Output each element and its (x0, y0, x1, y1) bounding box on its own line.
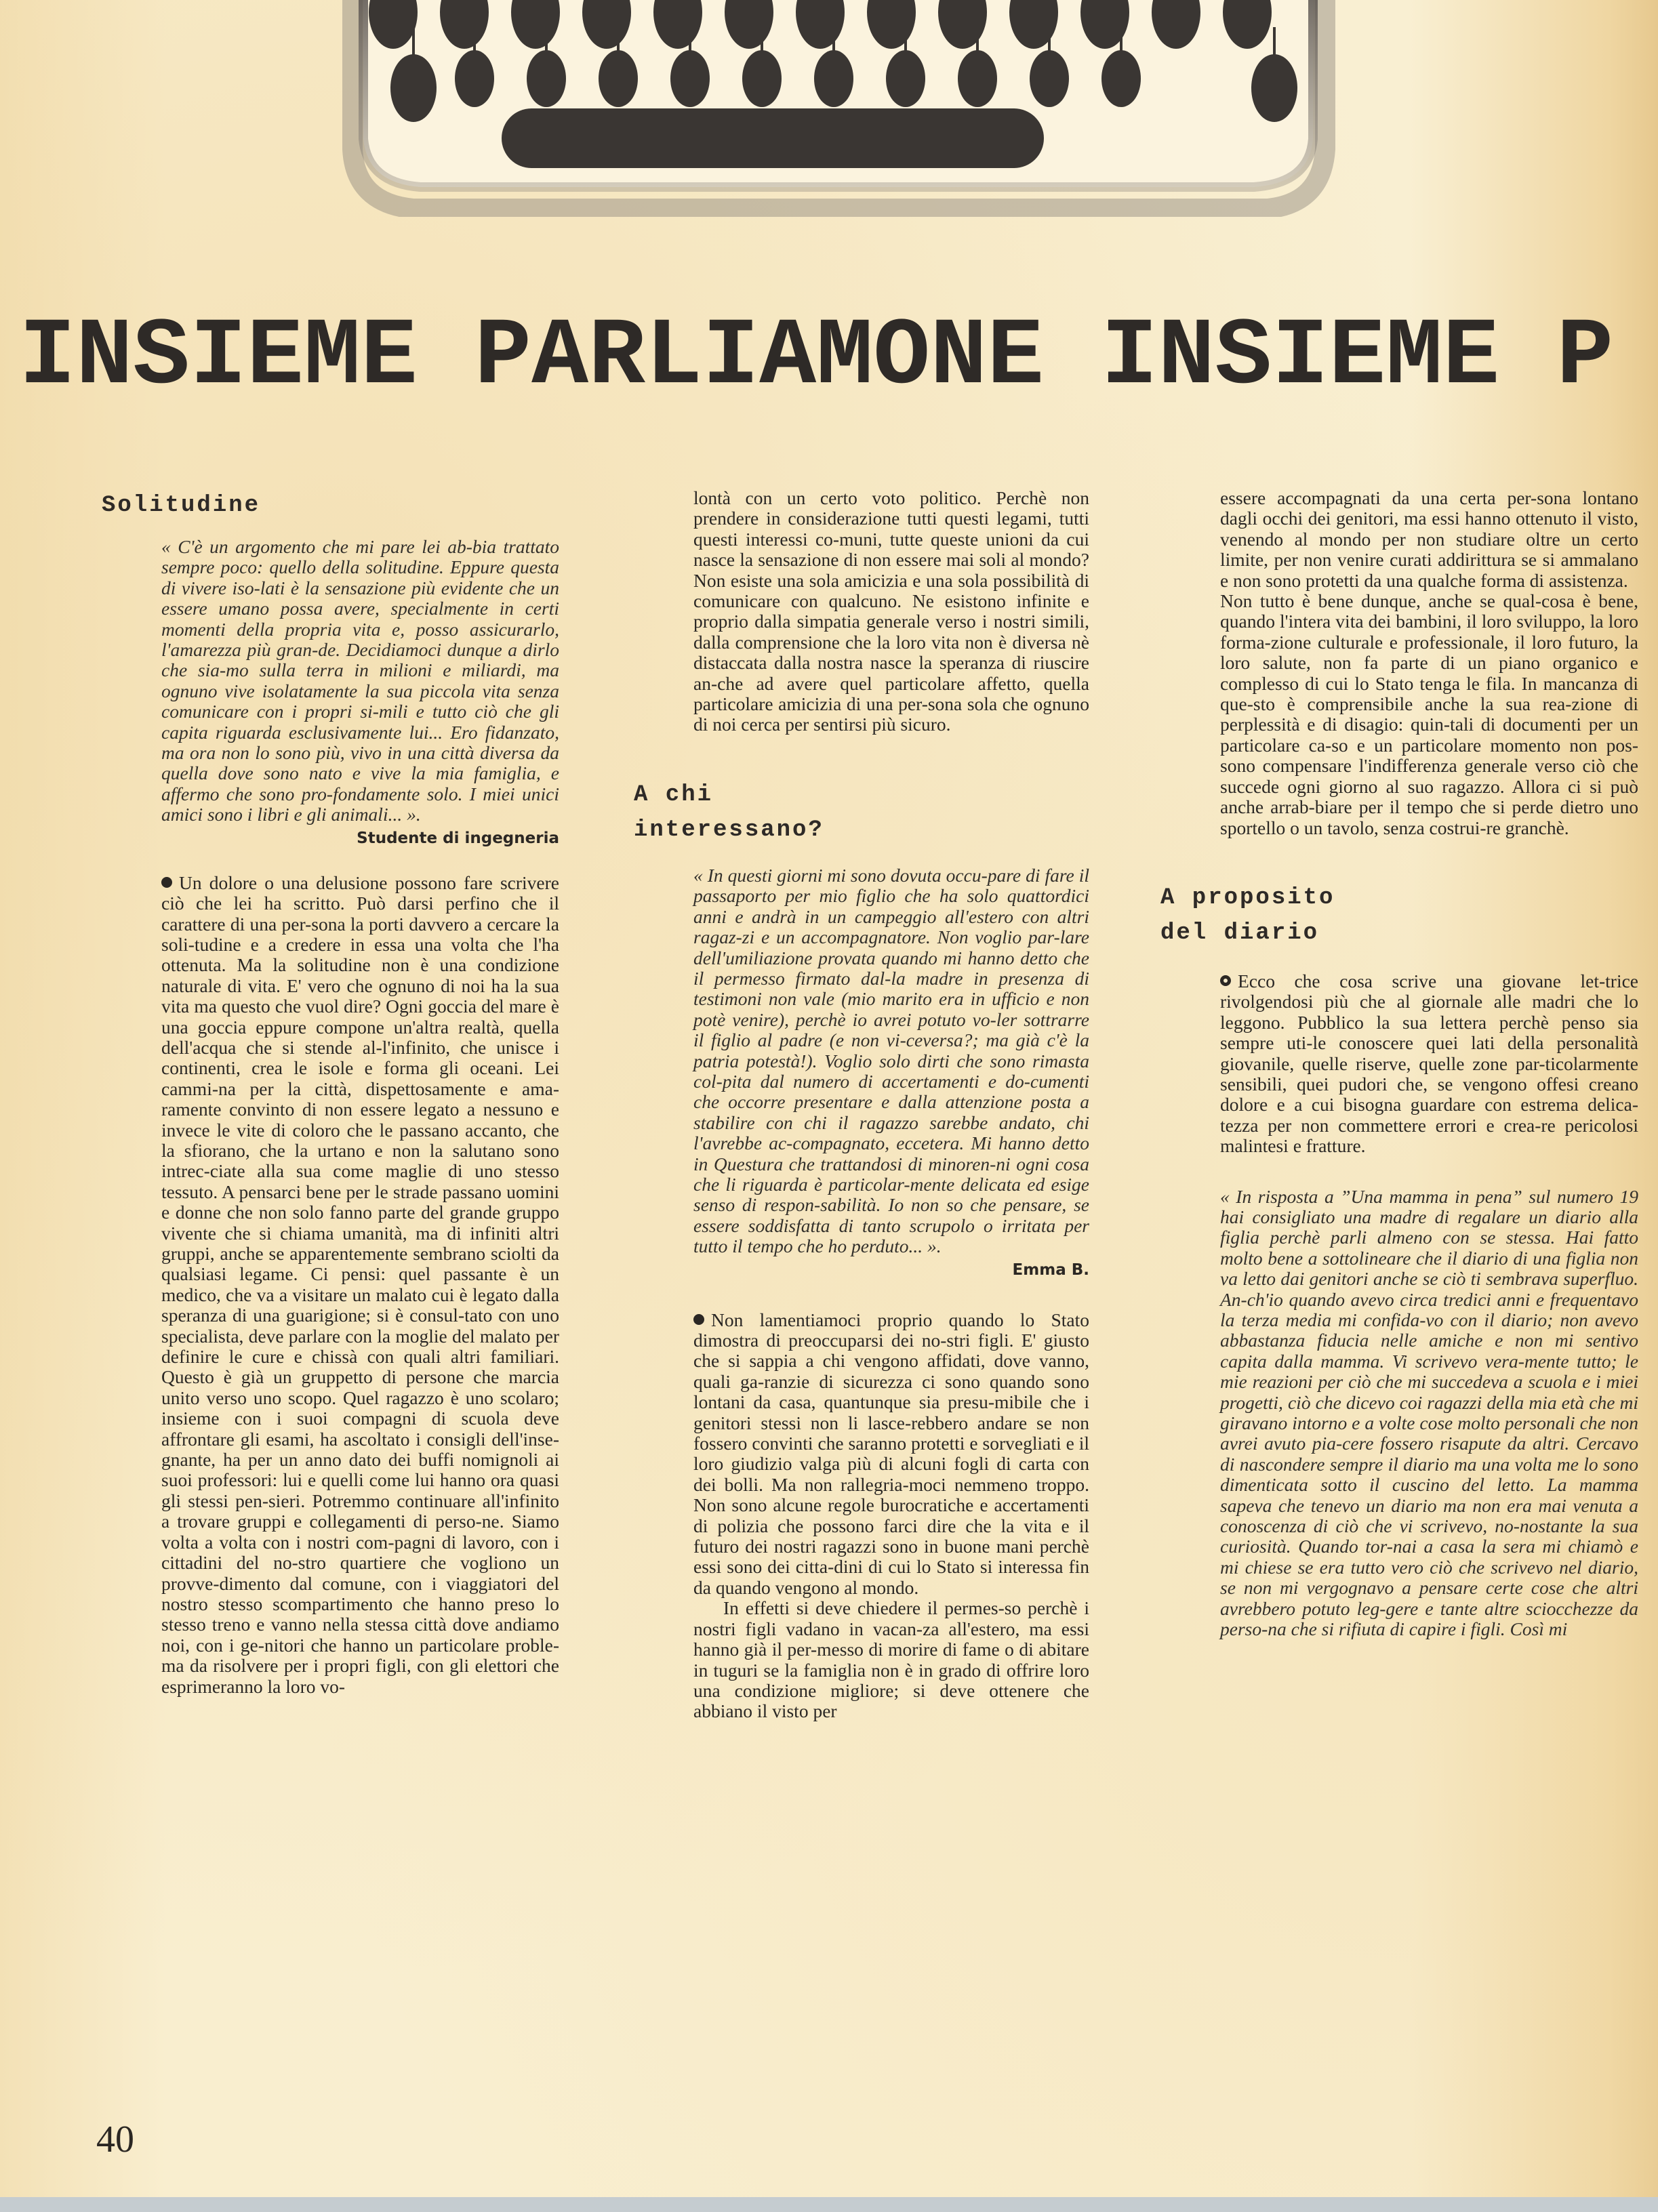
typewriter-key (1251, 54, 1297, 122)
typewriter-key (1030, 50, 1069, 107)
typewriter-key (670, 50, 710, 107)
editor-reply-passaporto (634, 1310, 1089, 1599)
reader-letter-passaporto: « In questi giorni mi sono dovuta occu-pare di fare il passaporto per mio figlio che ha solo quattordici anni e andrà in un campeggio all'estero con altri ragaz-zi e un accompagnatore. Non voglio par-lare dell'umiliazione provata quando mi hanno detto che il permesso firmato dal-la madre in presenza di testimoni non vale (mio marito era in ufficio e non potè venire), perchè io avrei potuto vo-ler sottrarre il figlio al padre (e non vi-ceversa?; ma già c'è la patria potestà!). Voglio solo dirti che sono rimasta col-pita dal numero di accertamenti e do-cumenti che occorre presentare e dalla attenzione posta a stabilire con chi il ragazzo sarebbe andato, chi l'avrebbe ac-compagnato, eccetera. Mi hanno detto in Questura che trattandosi di minoren-ni ogni cosa che li riguarda è particolar-mente delicata ed esige senso di respon-sabilità. Io non so che pensare, se essere soddisfatta di tanto scrupolo o irritata per tutto il tempo che ho perduto... ». (693, 864, 1089, 1257)
spacebar (502, 108, 1044, 168)
typewriter-key (886, 50, 925, 107)
page-number: 40 (96, 2118, 134, 2160)
column-2 (634, 488, 1089, 1722)
section-title-line-2: del diario (1160, 920, 1320, 946)
reply-text: Non lamentiamoci proprio quando lo Stato dimostra di preoccuparsi dei no-stri figli. E' giusto che si sappia a chi vengono affidati, dove vanno, quali ga-ranzie di sicurezza ci sono quando sono lontani da casa, quantunque sia presu-mibile che i genitori stessi non li lasce-rebbero andare se non fossero convinti che saranno protetti e sorvegliati e il loro giudizio valga più di alcuni fogli di carta con dei bolli. Ma non rallegria-moci nemmeno troppo. Non sono alcune regole burocratiche e accertamenti di polizia che possono farci dire che la vita e il futuro dei nostri ragazzi sono in buone mani perchè essi sono dei citta-dini di cui lo Stato si interessa fin da quando vengono al mondo. (693, 1309, 1089, 1598)
editor-reply-passaporto-cont: In effetti si deve chiedere il permes-so perchè i nostri figli vadano in vacan-za all'estero, ma essi hanno già il per-messo di morire di fame o di abitare in tuguri se la famiglia non è in grado di offrire loro una condizione migliore; si deve ottenere che abbiano il visto per (693, 1597, 1089, 1722)
bullet-icon (1220, 975, 1231, 986)
section-title-line-1: A proposito (1160, 884, 1335, 911)
reader-letter-solitudine: « C'è un argomento che mi pare lei ab-bia trattato sempre poco: quello della solitudine. Eppure questa di vivere iso-lati è la sensazione più evidente che un essere umano possa avere, specialmente in certi momenti della propria vita e, posso assicurarlo, l'amarezza più gran-de. Decidiamoci dunque a dirlo che sia-mo sulla terra in milioni e miliardi, ma ognuno vive isolatamente la sua piccola vita senza comunicare con i propri si-mili e tutto ciò che gli capita riguarda esclusivamente lui... Ero fidanzato, ma ora non lo sono più, vivo in una città diversa da quella dove sono nato e vive la mia famiglia, e affermo che sono pro-fondamente solo. I miei unici amici sono i libri e gli animali... ». (161, 536, 559, 825)
section-title-a-proposito-del-diario (1160, 880, 1638, 951)
section-title-solitudine: Solitudine (102, 493, 261, 518)
typewriter-keyboard-graphic (339, 0, 1342, 217)
masthead-title: INSIEME PARLIAMONE INSIEME P (19, 304, 1614, 411)
column-1 (102, 488, 559, 1697)
letter-signature: Studente di ingegneria (357, 829, 559, 847)
editor-intro-diario (1160, 971, 1638, 1157)
section-title-line-1: A chi (634, 781, 714, 808)
bullet-icon (161, 877, 172, 888)
reply-continuation: lontà con un certo voto politico. Perchè non prendere in considerazione tutti questi legami, tutti questi interessi co-muni, tutte queste unioni da cui nasce la sensazione di non essere mai soli al mondo? Non esiste una sola amicizia e una sola possibilità di comunicare con qualcuno. Ne esistono infinite e proprio dalla simpatia generale verso i nostri simili, dalla comprensione che la loro vita non è diversa nè distaccata dalla nostra nasce la speranza di riuscire an-che ad avere quel particolare affetto, quella particolare amicizia di una per-sona sola che ognuno di noi cerca per sentirsi più sicuro. (693, 487, 1089, 735)
typewriter-key (958, 50, 997, 107)
bullet-icon (693, 1314, 704, 1325)
intro-text: Ecco che cosa scrive una giovane let-trice rivolgendosi più che al giornale alle madri che lo leggono. Pubblico la sua lettera perchè penso sia sempre uti-le conoscere quei lati della personalità giovanile, quelle riserve, quelle zone par-ticolarmente sensibili, quei pudori che, se vengono offesi creano dolore e a cui bisogna guardare con estrema delica-tezza per non commettere errori e crea-re pericolosi malintesi e fratture. (1220, 970, 1638, 1157)
reply-continuation-2: Non tutto è bene dunque, anche se qual-cosa è bene, quando l'intera vita dei bambini, il loro sviluppo, la loro forma-zione culturale e professionale, il loro futuro, la loro salute, non fa parte di un piano organico e complesso di cui lo Stato tenga le fila. In mancanza di que-sto è comprensibile anche la sua rea-zione di perplessità e di disagio: quin-tali di documenti per un particolare ca-so e un particolare momento non pos-sono compensare l'indifferenza generale verso ciò che succede ogni giorno al suo ragazzo. Allora ci si può anche arrab-biare per il tempo che si perde dietro uno sportello o un tavolo, senza costrui-re granchè. (1220, 590, 1638, 838)
scan-edge (0, 2197, 1658, 2212)
typewriter-key (814, 50, 853, 107)
letter-signature: Emma B. (1012, 1261, 1089, 1279)
typewriter-key (527, 50, 566, 107)
reader-letter-diario: « In risposta a ”Una mamma in pena” sul numero 19 hai consigliato una madre di regalare un diario alla figlia perchè parli almeno con se stessa. Hai fatto molto bene a sottolineare che il diario di una figlia non va letto dai genitori anche se ciò ti sembrava superfluo. An-ch'io quando avevo circa tredici anni e frequentavo la terza media mi confida-vo con il diario; non avevo abbastanza fiducia nelle amiche e non mi sentivo capita dalla mamma. Vi scrivevo vera-mente tutto; le mie reazioni per ciò che mi succedeva a scuola e i miei progetti, ciò che dicevo coi ragazzi della mia età che mi giravano intorno e a volte cose molto personali che non avrei avuto pia-cere fossero risapute da altri. Cercavo di nascondere sempre il diario ma una volta me lo sono dimenticata sotto il cuscino del letto. La mamma sapeva che tenevo un diario ma non era mai venuta a conoscenza di ciò che vi scrivevo, no-nostante la sua curiosità. Quando tor-nai a casa la sera mi chiamò e mi chiese se era tutto vero ciò che scrivevo nel diario, se non mi vergognavo a pensare certe cose che altri avrebbero potuto leg-gere e tante altre sciocchezze da perso-na che si rifiuta di capire i figli. Così mi (1220, 1185, 1638, 1640)
typewriter-illustration (339, 0, 1342, 217)
section-title-a-chi-interessano (634, 777, 1089, 848)
typewriter-key (742, 50, 782, 107)
typewriter-key (599, 50, 638, 107)
typewriter-key (1101, 50, 1141, 107)
reply-continuation: essere accompagnati da una certa per-sona lontano dagli occhi dei genitori, ma essi hanno ottenuto il visto, venendo al mondo per non studiare oltre un certo limite, per non venire curati addirittura se si ammalano e non sono protetti da una qualche forma di assistenza. (1220, 487, 1638, 591)
editor-reply-solitudine (102, 873, 559, 1697)
section-title-line-2: interessano? (634, 817, 824, 843)
typewriter-key (455, 50, 494, 107)
reply-text: Un dolore o una delusione possono fare scrivere ciò che lei ha scritto. Può darsi perfino che il carattere di una per-sona la porti davvero a cercare la soli-tudine e a credere in essa una volta che l'ha ottenuta. Ma la solitudine non è una condizione naturale di vita. E' vero che ognuno di noi ha la sua vita ma questo che vuol dire? Ogni goccia del mare è una goccia eppure compone un'altra realtà, quella dell'acqua che si stende al-l'infinito, che unisce i continenti, crea le isole e forma gli oceani. Lei cammi-na per la città, dispettosamente e ama-ramente convinto di non essere legato a nessuno e invece le vite di coloro che le passano accanto, che la sfiorano, che la urtano e non la salutano sono intrec-ciate alla sua come maglie di uno stesso tessuto. A pensarci bene per le strade passano uomini e donne che non solo fanno parte del grande gruppo vivente che si chiama umanità, ma di infiniti altri gruppi, anche se apparentemente sembrano sciolti da qualsiasi legame. Ci pensi: quel passante è un medico, che va a visitare un malato cui è legato dalla speranza di una guarigione; si è consul-tato con uno specialista, deve parlare con la moglie del malato per definire le cure e chissà con quali altri familiari. Questo è già un gruppetto di persone che marcia unito verso uno scopo. Quel ragazzo è uno scolaro; insieme con i suoi compagni di scuola deve affrontare gli esami, ha ascoltato i consigli dell'inse-gnante, ha per un anno dato dei buffi nomignoli ai suoi professori: lui e quelli come lui hanno ora quasi gli stessi pen-sieri. Potremmo continuare all'infinito a trovare gruppi e collegamenti di perso-ne. Siamo volta a volta con i nostri com-pagni di lavoro, con i cittadini del no-stro quartiere che vogliono un provve-dimento dal comune, con i viaggiatori del nostro stesso scompartimento che hanno preso lo stesso treno e vanno nella stessa città dove andiamo noi, con i ge-nitori che hanno un particolare proble-ma da risolvere per i propri figli, con gli elettori che esprimeranno la loro vo- (161, 872, 559, 1697)
column-3 (1160, 488, 1638, 1640)
typewriter-key (390, 54, 437, 122)
